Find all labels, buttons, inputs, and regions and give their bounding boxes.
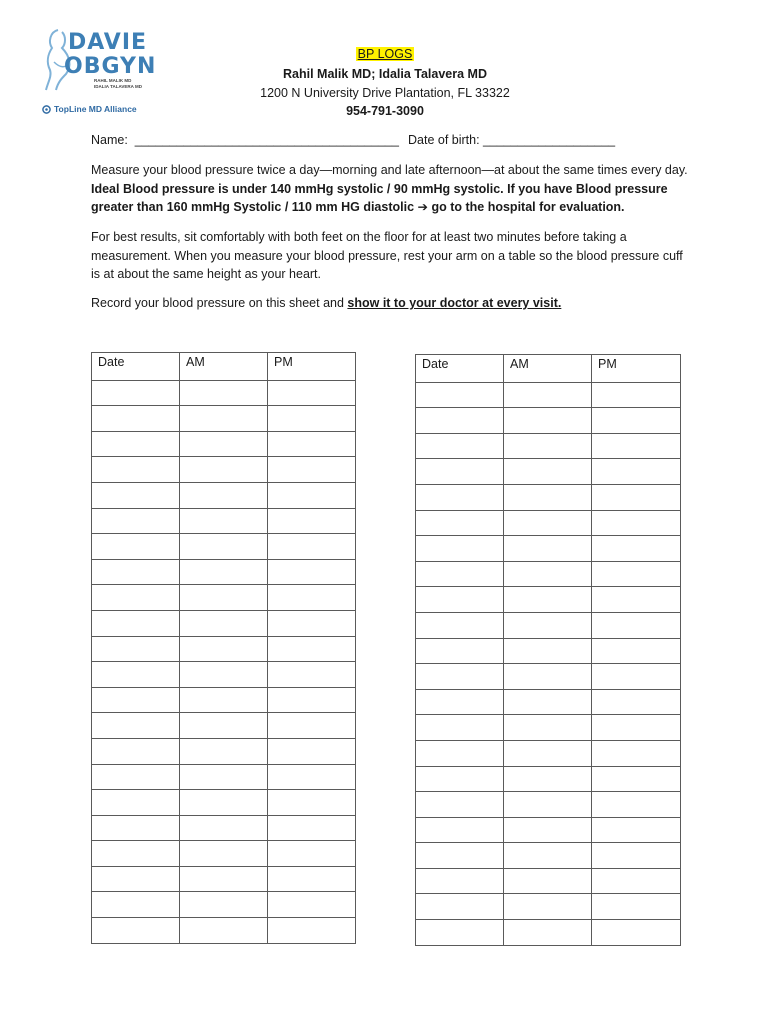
pm-entry-cell[interactable]	[592, 536, 681, 562]
pm-entry-cell[interactable]	[592, 894, 681, 920]
table-row	[92, 610, 356, 636]
date-entry-cell[interactable]	[416, 766, 504, 792]
date-entry-cell[interactable]	[92, 738, 180, 764]
date-entry-cell[interactable]	[92, 610, 180, 636]
date-entry-cell[interactable]	[92, 457, 180, 483]
date-entry-cell[interactable]	[416, 612, 504, 638]
practice-doctors: Rahil Malik MD; Idalia Talavera MD	[283, 67, 487, 81]
table-row	[416, 510, 681, 536]
table-row	[416, 843, 681, 869]
date-entry-cell[interactable]	[92, 585, 180, 611]
pm-entry-cell[interactable]	[592, 868, 681, 894]
pm-entry-cell[interactable]	[592, 587, 681, 613]
table-row	[92, 406, 356, 432]
table-row	[416, 894, 681, 920]
pm-entry-cell[interactable]	[592, 740, 681, 766]
pm-entry-cell[interactable]	[592, 817, 681, 843]
date-entry-cell[interactable]	[92, 534, 180, 560]
date-entry-cell[interactable]	[416, 689, 504, 715]
date-entry-cell[interactable]	[416, 792, 504, 818]
am-entry-cell[interactable]	[504, 561, 592, 587]
am-entry-cell[interactable]	[180, 738, 268, 764]
practice-address: 1200 N University Drive Plantation, FL 33322	[260, 86, 510, 100]
instructions-paragraph-1	[91, 161, 691, 217]
pm-entry-cell[interactable]	[268, 841, 356, 867]
am-entry-cell[interactable]	[504, 843, 592, 869]
table-row	[416, 664, 681, 690]
table-row	[416, 459, 681, 485]
date-entry-cell[interactable]	[92, 406, 180, 432]
am-entry-cell[interactable]	[180, 866, 268, 892]
am-entry-cell[interactable]	[180, 790, 268, 816]
am-entry-cell[interactable]	[180, 892, 268, 918]
p1-plain-text: Measure your blood pressure twice a day—morning and late afternoon—at about the same times every day.	[91, 163, 688, 177]
date-entry-cell[interactable]	[416, 536, 504, 562]
column-header-pm: PM	[592, 355, 681, 383]
am-entry-cell[interactable]	[180, 815, 268, 841]
table-header-row	[416, 355, 681, 383]
table-row	[416, 920, 681, 946]
am-entry-cell[interactable]	[180, 559, 268, 585]
date-entry-cell[interactable]	[92, 815, 180, 841]
date-entry-cell[interactable]	[416, 638, 504, 664]
pm-entry-cell[interactable]	[268, 866, 356, 892]
am-entry-cell[interactable]	[180, 687, 268, 713]
pm-entry-cell[interactable]	[592, 408, 681, 434]
pm-entry-cell[interactable]	[268, 790, 356, 816]
pm-entry-cell[interactable]	[592, 689, 681, 715]
p3-emphasis-text: show it to your doctor at every visit.	[347, 296, 562, 310]
am-entry-cell[interactable]	[504, 766, 592, 792]
bp-log-table-right	[415, 354, 681, 946]
am-entry-cell[interactable]	[180, 431, 268, 457]
table-row	[92, 713, 356, 739]
pm-entry-cell[interactable]	[592, 638, 681, 664]
table-row	[416, 868, 681, 894]
table-row	[92, 738, 356, 764]
date-entry-cell[interactable]	[416, 920, 504, 946]
date-entry-cell[interactable]	[92, 508, 180, 534]
pm-entry-cell[interactable]	[592, 843, 681, 869]
table-row	[416, 382, 681, 408]
am-entry-cell[interactable]	[504, 868, 592, 894]
date-entry-cell[interactable]	[92, 790, 180, 816]
table-row	[416, 536, 681, 562]
pm-entry-cell[interactable]	[592, 715, 681, 741]
table-row	[92, 457, 356, 483]
am-entry-cell[interactable]	[504, 664, 592, 690]
table-row	[92, 585, 356, 611]
am-entry-cell[interactable]	[504, 715, 592, 741]
am-entry-cell[interactable]	[180, 585, 268, 611]
table-row	[416, 408, 681, 434]
table-row	[92, 380, 356, 406]
am-entry-cell[interactable]	[180, 457, 268, 483]
date-entry-cell[interactable]	[416, 561, 504, 587]
am-entry-cell[interactable]	[504, 510, 592, 536]
date-entry-cell[interactable]	[92, 841, 180, 867]
date-of-birth-field[interactable]: Date of birth: ___________________	[408, 133, 616, 147]
date-entry-cell[interactable]	[92, 866, 180, 892]
pm-entry-cell[interactable]	[268, 457, 356, 483]
date-entry-cell[interactable]	[416, 843, 504, 869]
p3-plain-text: Record your blood pressure on this sheet and	[91, 296, 348, 310]
date-entry-cell[interactable]	[416, 382, 504, 408]
pm-entry-cell[interactable]	[268, 662, 356, 688]
date-entry-cell[interactable]	[416, 894, 504, 920]
table-row	[416, 689, 681, 715]
table-row	[92, 918, 356, 944]
document-title	[0, 47, 770, 61]
am-entry-cell[interactable]	[180, 610, 268, 636]
p1-bold-text: Ideal Blood pressure is under 140 mmHg systolic / 90 mmHg systolic. If you have Blood pressure greater than 160 mmHg Systolic / 110 mm HG diastolic	[91, 181, 668, 214]
table-row	[92, 815, 356, 841]
table-row	[92, 687, 356, 713]
date-entry-cell[interactable]	[92, 482, 180, 508]
am-entry-cell[interactable]	[180, 406, 268, 432]
date-entry-cell[interactable]	[416, 868, 504, 894]
instructions-paragraph-3	[91, 294, 691, 313]
table-row	[92, 662, 356, 688]
date-entry-cell[interactable]	[92, 687, 180, 713]
am-entry-cell[interactable]	[180, 534, 268, 560]
date-entry-cell[interactable]	[416, 715, 504, 741]
logo-davie-text: DAVIE	[68, 30, 148, 55]
date-entry-cell[interactable]	[416, 510, 504, 536]
am-entry-cell[interactable]	[504, 740, 592, 766]
bp-log-table-left	[91, 352, 356, 944]
table-row	[92, 534, 356, 560]
am-entry-cell[interactable]	[504, 433, 592, 459]
date-entry-cell[interactable]	[416, 664, 504, 690]
date-entry-cell[interactable]	[416, 817, 504, 843]
date-entry-cell[interactable]	[416, 408, 504, 434]
pm-entry-cell[interactable]	[268, 431, 356, 457]
date-entry-cell[interactable]	[416, 433, 504, 459]
table-row	[92, 482, 356, 508]
date-entry-cell[interactable]	[92, 713, 180, 739]
date-entry-cell[interactable]	[92, 764, 180, 790]
table-row	[92, 431, 356, 457]
date-entry-cell[interactable]	[416, 740, 504, 766]
date-entry-cell[interactable]	[416, 459, 504, 485]
table-row	[92, 636, 356, 662]
am-entry-cell[interactable]	[180, 713, 268, 739]
am-entry-cell[interactable]	[180, 508, 268, 534]
pm-entry-cell[interactable]	[592, 920, 681, 946]
date-entry-cell[interactable]	[416, 484, 504, 510]
am-entry-cell[interactable]	[504, 689, 592, 715]
pm-entry-cell[interactable]	[268, 687, 356, 713]
am-entry-cell[interactable]	[504, 484, 592, 510]
pm-entry-cell[interactable]	[592, 561, 681, 587]
pm-entry-cell[interactable]	[592, 766, 681, 792]
practice-phone: 954-791-3090	[346, 104, 424, 118]
name-field[interactable]: Name: ______________________________________	[91, 133, 399, 147]
pm-entry-cell[interactable]	[268, 380, 356, 406]
pm-entry-cell[interactable]	[268, 815, 356, 841]
am-entry-cell[interactable]	[180, 380, 268, 406]
pm-entry-cell[interactable]	[268, 764, 356, 790]
date-entry-cell[interactable]	[92, 431, 180, 457]
alliance-text: TopLine MD Alliance	[54, 104, 137, 114]
table-row	[416, 638, 681, 664]
table-row	[92, 892, 356, 918]
pm-entry-cell[interactable]	[592, 382, 681, 408]
pm-entry-cell[interactable]	[268, 534, 356, 560]
column-header-date: Date	[92, 353, 180, 381]
table-row	[416, 433, 681, 459]
pm-entry-cell[interactable]	[268, 713, 356, 739]
am-entry-cell[interactable]	[504, 792, 592, 818]
table-row	[92, 841, 356, 867]
am-entry-cell[interactable]	[180, 662, 268, 688]
am-entry-cell[interactable]	[504, 587, 592, 613]
column-header-pm: PM	[268, 353, 356, 381]
am-entry-cell[interactable]	[504, 382, 592, 408]
column-header-am: AM	[504, 355, 592, 383]
am-entry-cell[interactable]	[504, 817, 592, 843]
am-entry-cell[interactable]	[180, 482, 268, 508]
date-entry-cell[interactable]	[416, 587, 504, 613]
pm-entry-cell[interactable]	[592, 792, 681, 818]
pm-entry-cell[interactable]	[268, 918, 356, 944]
table-row	[92, 559, 356, 585]
date-entry-cell[interactable]	[92, 662, 180, 688]
pm-entry-cell[interactable]	[268, 508, 356, 534]
pm-entry-cell[interactable]	[268, 559, 356, 585]
date-entry-cell[interactable]	[92, 918, 180, 944]
table-row	[416, 587, 681, 613]
pm-entry-cell[interactable]	[268, 610, 356, 636]
table-row	[416, 792, 681, 818]
column-header-date: Date	[416, 355, 504, 383]
table-row	[92, 866, 356, 892]
date-entry-cell[interactable]	[92, 892, 180, 918]
am-entry-cell[interactable]	[180, 841, 268, 867]
pm-entry-cell[interactable]	[592, 433, 681, 459]
pm-entry-cell[interactable]	[592, 510, 681, 536]
pm-entry-cell[interactable]	[592, 612, 681, 638]
pm-entry-cell[interactable]	[592, 459, 681, 485]
am-entry-cell[interactable]	[180, 918, 268, 944]
pm-entry-cell[interactable]	[268, 636, 356, 662]
table-row	[416, 484, 681, 510]
table-row	[92, 764, 356, 790]
am-entry-cell[interactable]	[504, 638, 592, 664]
table-row	[416, 740, 681, 766]
table-header-row	[92, 353, 356, 381]
table-row	[92, 790, 356, 816]
logo-doctors-text: RAHIL MALIK MD IDALIA TALAVERA MD	[94, 78, 142, 89]
table-row	[416, 817, 681, 843]
column-header-am: AM	[180, 353, 268, 381]
pm-entry-cell[interactable]	[268, 892, 356, 918]
am-entry-cell[interactable]	[504, 612, 592, 638]
table-row	[416, 766, 681, 792]
instructions-paragraph-2: For best results, sit comfortably with both feet on the floor for at least two minutes before taking a measurement. When you measure your blood pressure, rest your arm on a table so the blood pressure cuff is at about the same height as your heart.	[91, 230, 683, 281]
pm-entry-cell[interactable]	[268, 482, 356, 508]
table-row	[416, 715, 681, 741]
arrow-right-icon: ➔	[417, 200, 428, 214]
am-entry-cell[interactable]	[504, 459, 592, 485]
document-title-text: BP LOGS	[357, 47, 413, 61]
table-row	[416, 561, 681, 587]
am-entry-cell[interactable]	[504, 536, 592, 562]
table-row	[92, 508, 356, 534]
pm-entry-cell[interactable]	[592, 664, 681, 690]
date-entry-cell[interactable]	[92, 380, 180, 406]
am-entry-cell[interactable]	[504, 920, 592, 946]
pm-entry-cell[interactable]	[268, 585, 356, 611]
logo-obgyn-text: OBGYN	[64, 54, 157, 79]
date-entry-cell[interactable]	[92, 559, 180, 585]
am-entry-cell[interactable]	[180, 636, 268, 662]
table-row	[416, 612, 681, 638]
am-entry-cell[interactable]	[180, 764, 268, 790]
pm-entry-cell[interactable]	[592, 484, 681, 510]
p1-bold-end-text: go to the hospital for evaluation.	[428, 200, 625, 214]
am-entry-cell[interactable]	[504, 894, 592, 920]
am-entry-cell[interactable]	[504, 408, 592, 434]
date-entry-cell[interactable]	[92, 636, 180, 662]
pm-entry-cell[interactable]	[268, 406, 356, 432]
pm-entry-cell[interactable]	[268, 738, 356, 764]
